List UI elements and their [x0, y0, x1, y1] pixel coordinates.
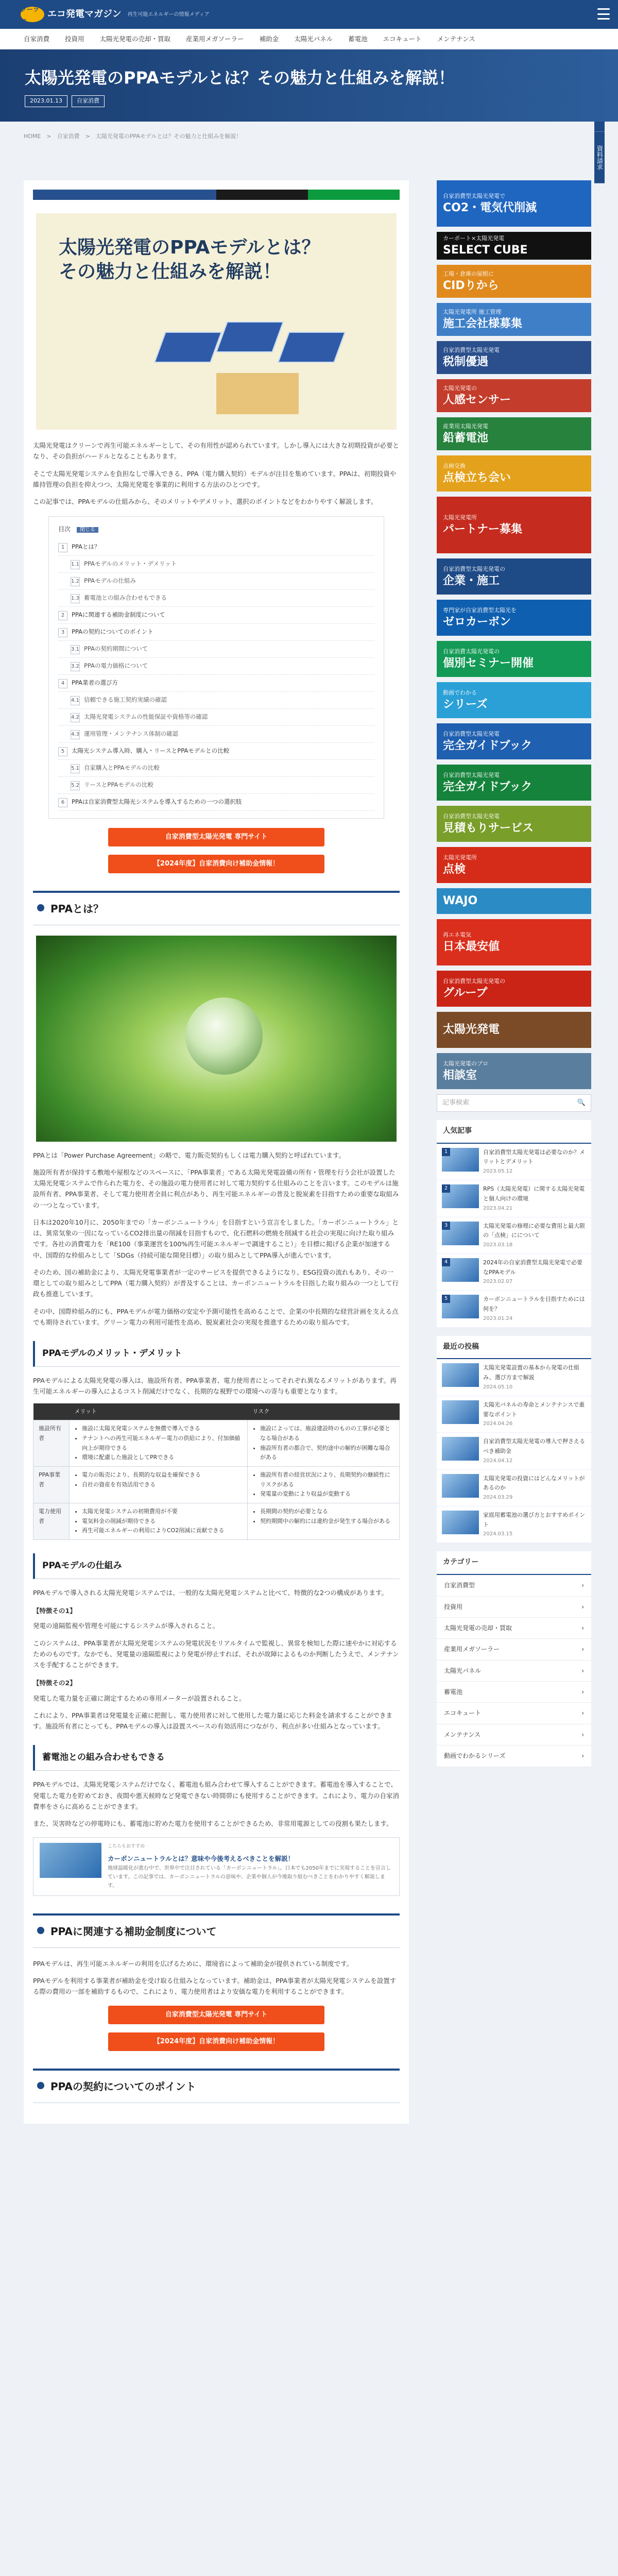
eyecatch-title: 太陽光発電のPPAモデルとは？ その魅力と仕組みを解説！ — [59, 237, 320, 282]
toc-item[interactable] — [58, 760, 374, 777]
body-text: これにより、PPA事業者は発電量を正確に把握し、電力使用者に対して使用した電力量に応じた料金を請求することができます。施設所有者にとっても、PPAモデルの導入は設置スペースの有効活用につながり、利点が多い仕組みとなっています。 — [33, 1711, 392, 1731]
toc-item[interactable] — [58, 624, 374, 641]
section-heading: PPAの契約についてのポイント — [33, 2069, 400, 2103]
banner-subtitle: 太陽光発電のプロ — [443, 1060, 488, 1067]
banner-subtitle: 自家消費型太陽光発電 — [443, 813, 500, 820]
nav-item[interactable]: 自家消費 — [24, 35, 50, 43]
toc-number: 2 — [58, 611, 67, 620]
toc-number: 5 — [58, 747, 67, 756]
toc-item[interactable] — [58, 726, 374, 743]
banner-subtitle: 再エネ電気 — [443, 931, 471, 939]
toc-heading: 目次 閉じる — [58, 524, 374, 534]
sidebar-banner[interactable] — [437, 765, 591, 801]
rank-badge: 4 — [442, 1258, 450, 1266]
table-row — [33, 1466, 400, 1503]
banner-subtitle: 点検交換 — [443, 463, 466, 470]
sidebar-banner[interactable] — [437, 888, 591, 914]
banner-title: ゼロカーボン — [443, 616, 511, 629]
banner-subtitle: 自家消費型太陽光発電の — [443, 978, 505, 985]
toc-item[interactable] — [58, 556, 374, 573]
post-thumbnail — [442, 1295, 479, 1318]
toc-item-label: リースとPPAモデルの比較 — [84, 781, 153, 788]
site-tagline: 再生可能エネルギーの情報メディア — [127, 11, 210, 18]
category-item[interactable] — [437, 1618, 591, 1639]
chevron-right-icon: › — [581, 1667, 584, 1674]
category-label: 蓄電池 — [444, 1688, 463, 1696]
post-date: 2023.01.24 — [483, 1315, 513, 1321]
banner-subtitle: 自家消費型太陽光発電の — [443, 566, 505, 573]
banner-subtitle: 太陽光発電所 施工管理 — [443, 309, 502, 316]
banner-subtitle: 太陽光発電所 — [443, 854, 477, 861]
sidebar-banner[interactable] — [437, 971, 591, 1007]
chevron-right-icon: › — [581, 1603, 584, 1611]
menu-icon[interactable] — [597, 8, 610, 20]
toc-item[interactable] — [58, 658, 374, 675]
post-title[interactable]: 太陽光発電の投資にはどんなメリットがあるのか — [483, 1475, 585, 1492]
sidebar-banner[interactable] — [437, 265, 591, 298]
sidebar-banner[interactable] — [437, 232, 591, 260]
body-text: PPAとは「Power Purchase Agreement」の略で、電力販売契約もしくは電力購入契約と呼ばれています。 — [33, 1151, 346, 1159]
sidebar-banner[interactable] — [437, 919, 591, 965]
sidebar-banner[interactable] — [437, 847, 591, 883]
toc-item-label: 自家購入とPPAモデルの比較 — [84, 764, 160, 771]
toc-item-label: 蓄電池との組み合わせもできる — [84, 594, 167, 601]
chevron-right-icon: › — [581, 1731, 584, 1738]
post-date: 2023.01.13 — [25, 95, 67, 107]
sidebar-ads — [437, 180, 591, 1089]
related-title[interactable]: カーボンニュートラルとは？意味や今後考えるべきことを解説！ — [108, 1854, 295, 1862]
post-date: 2024.04.26 — [483, 1421, 513, 1427]
search-box[interactable] — [437, 1094, 591, 1112]
toc-number: 1.3 — [71, 594, 80, 603]
post-title[interactable]: 太陽光発電の修理に必要な費用と最大限の「点検」にについて — [483, 1222, 585, 1239]
banner-title: グループ — [443, 987, 488, 1000]
sidebar-banner[interactable] — [437, 806, 591, 842]
chevron-right-icon: › — [581, 1709, 584, 1717]
banner-title: 鉛蓄電池 — [443, 432, 489, 445]
banner-subtitle: 自家消費太陽光発電の — [443, 648, 500, 655]
widget-heading: 人気記事 — [437, 1120, 591, 1144]
sidebar-banner[interactable] — [437, 682, 591, 718]
heading-dot-icon — [37, 904, 44, 911]
banner-title: 太陽光発電 — [443, 1023, 500, 1036]
rank-badge: 5 — [442, 1295, 450, 1303]
risk-cell: • 長期間の契約が必要となる • 契約期間中の解約には違約金が発生する場合がある — [247, 1503, 399, 1540]
post-meta — [25, 95, 593, 107]
banner-title: 相談室 — [443, 1069, 477, 1082]
post-date: 2024.03.15 — [483, 1531, 513, 1537]
row-label: 電力使用者 — [33, 1503, 70, 1540]
toc-number: 3.2 — [71, 662, 80, 671]
globe-grass-photo — [36, 936, 397, 1142]
body-text: 日本は2020年10月に、2050年までの「カーボンニュートラル」を目指すという宣言をしました。「カーボンニュートラル」とは、異常気象の一因になっているCO2排出量の削減を目指すもので、化石燃料の燃焼を削減する社会の実現に向けた取り組みです。各社の消費電力を「RE100（事業運営を100%再生可能エネルギーで調達すること）」を目標に掲げる企業が加速する中、国際的な枠組みとして「SDGs（持続可能な開発目標）」の取り組みとしてPPA導入が進んでいます。 — [33, 1218, 399, 1259]
post-date: 2023.05.12 — [483, 1168, 513, 1175]
banner-title: 完全ガイドブック — [443, 781, 533, 794]
heading-dot-icon — [37, 1927, 44, 1934]
popular-post[interactable] — [437, 1180, 591, 1217]
merit-cell: • 太陽光発電システムの初期費用が不要 • 電気料金の削減が期待できる • 再生可能エネルギーの利用によりCO2削減に貢献できる — [70, 1503, 248, 1540]
eyecatch-image — [36, 213, 397, 430]
banner-subtitle: 自家消費型太陽光発電で — [443, 193, 505, 200]
toc-item[interactable] — [58, 692, 374, 709]
sidebar-banner[interactable] — [437, 641, 591, 677]
category-item[interactable] — [437, 1660, 591, 1682]
category-item[interactable] — [437, 1639, 591, 1660]
rank-badge: 2 — [442, 1184, 450, 1193]
recent-post[interactable] — [437, 1433, 591, 1469]
body-text: PPAモデルでは、太陽光発電システムだけでなく、蓄電池も組み合わせて導入することができます。蓄電池を導入することで、発電した電力を貯めておき、夜間や悪天候時など発電できない時間帯にも使用することができます。これにより、電力の自家消費率をさらに高めることができます。 — [33, 1781, 400, 1810]
nav-item[interactable]: 産業用メガソーラー — [186, 35, 244, 43]
section-heading: PPAとは？ — [33, 891, 400, 925]
body-text: また、災害時などの停電時にも、蓄電池に貯めた電力を使用することができるため、非常用電源としての役割も果たします。 — [33, 1820, 393, 1828]
toc-number: 5.1 — [71, 764, 80, 773]
banner-title: 見積もりサービス — [443, 822, 534, 835]
popular-post[interactable] — [437, 1144, 591, 1180]
share-button-4[interactable] — [308, 190, 400, 200]
toc-item[interactable] — [58, 777, 374, 794]
nav-item[interactable]: エコキュート — [383, 35, 422, 43]
toc-number: 6 — [58, 798, 67, 807]
banner-title: パートナー募集 — [443, 523, 523, 536]
risk-cell: • 施設所有者の経営状況により、長期契約の継続性にリスクがある • 発電量の変動により収益が変動する — [247, 1466, 399, 1503]
table-row — [33, 1420, 400, 1467]
related-thumbnail — [40, 1843, 101, 1878]
body-text: PPAモデルを利用する事業者が補助金を受け取る仕組みとなっています。補助金は、PPA事業者が太陽光発電システムを設置する際の費用の一部を補助するもので、これにより、電力使用者はより安価な電力を利用することができます。 — [33, 1977, 397, 1996]
banner-title: 企業・施工 — [443, 574, 500, 588]
table-of-contents — [48, 516, 384, 818]
logo-mark: ソーラー — [21, 7, 44, 22]
toc-number: 1.2 — [71, 577, 80, 586]
body-text: PPAモデルで導入される太陽光発電システムでは、一般的な太陽光発電システムと比べて、特徴的な2つの構成があります。 — [33, 1588, 388, 1597]
cta-button-subsidy[interactable]: 【2024年度】自家消費向け補助金情報！ — [108, 855, 324, 873]
nav-item[interactable]: 太陽光発電の売却・買取 — [99, 35, 171, 43]
post-title[interactable]: 自家消費型太陽光発電は必要なのか？メリットとデメリット — [483, 1148, 585, 1165]
popular-post[interactable] — [437, 1291, 591, 1327]
merit-cell: • 施設に太陽光発電システムを無償で導入できる • テナントへの再生可能エネルギー電力の供給により、付加価値向上が期待できる • 環境に配慮した施設としてPRできる — [70, 1420, 248, 1467]
nav-item[interactable]: 投資用 — [65, 35, 84, 43]
category-widget — [437, 1551, 591, 1767]
toc-item[interactable] — [58, 539, 374, 556]
subsection-heading: 蓄電池との組み合わせもできる — [33, 1745, 400, 1771]
rank-badge: 3 — [442, 1222, 450, 1230]
toc-item[interactable] — [58, 675, 374, 692]
post-thumbnail — [442, 1258, 479, 1282]
banner-title: 人感センサー — [443, 394, 511, 407]
category-label: 投資用 — [444, 1603, 463, 1611]
page-hero — [0, 49, 618, 122]
body-text: このシステムは、PPA事業者が太陽光発電システムの発電状況をリアルタイムで監視し、異常を検知した際に速やかに対応するためのものです。なかでも、発電量の遠隔監視により発電が停止すれば、それが故障によるものか判断したうえで、メンテナンスを手配することができます。 — [33, 1639, 399, 1669]
post-date: 2024.04.12 — [483, 1458, 513, 1464]
body-text: そのため、国の補助金により、太陽光発電事業者が一定のサービスを提供できるようになり、ESG投資の流れもあり、その一環としての取り組みとしてPPA（電力購入契約）が普及することは、カーボンニュートラルを目指した取り組みの一つとして行政も推進しています。 — [33, 1268, 399, 1298]
table-row — [33, 1503, 400, 1540]
post-thumbnail — [442, 1363, 479, 1387]
post-thumbnail — [442, 1222, 479, 1245]
recent-post[interactable] — [437, 1470, 591, 1506]
toc-number: 4 — [58, 679, 67, 688]
global-nav — [0, 29, 618, 49]
post-thumbnail — [442, 1400, 479, 1424]
post-thumbnail — [442, 1511, 479, 1534]
section-heading: PPAに関連する補助金制度について — [33, 1913, 400, 1948]
toc-number: 4.2 — [71, 713, 80, 722]
sidebar-banner[interactable] — [437, 379, 591, 412]
sidebar-banner[interactable] — [437, 1053, 591, 1089]
toc-list — [58, 539, 374, 811]
category-label: 産業用メガソーラー — [444, 1646, 500, 1653]
side-tab-docs[interactable]: 資料請求 — [594, 132, 605, 183]
toc-item-label: 太陽光発電システムの性能保証や資格等の確認 — [84, 713, 208, 720]
category-label: 太陽光パネル — [444, 1667, 482, 1674]
feature-label: 【特徴その1】 — [33, 1607, 76, 1615]
toc-item[interactable] — [58, 590, 374, 607]
merit-risk-table — [33, 1403, 400, 1540]
banner-title: CO2・電気代削減 — [443, 201, 537, 215]
category-label: メンテナンス — [444, 1731, 481, 1738]
post-date: 2023.03.18 — [483, 1242, 513, 1248]
body-text: その中、国際枠組み的にも、PPAモデルが電力価格の安定や予測可能性を高めることで、企業の中長期的な経営計画を支える点でも期待されています。グリーン電力の利用可能性を高め、脱炭素社会の実現を推進するための取り組みです。 — [33, 1307, 399, 1326]
intro-text: この記事では、PPAモデルの仕組みから、そのメリットやデメリット、選択のポイントなどをわかりやすく解説します。 — [33, 498, 377, 505]
toc-number: 4.1 — [71, 696, 80, 705]
share-bar[interactable] — [33, 190, 400, 200]
solar-roof-illustration — [139, 311, 355, 414]
nav-item[interactable]: 太陽光パネル — [294, 35, 333, 43]
toc-item-label: 信頼できる施工契約実績の確認 — [84, 696, 167, 703]
site-logo[interactable] — [21, 7, 210, 23]
post-thumbnail — [442, 1148, 479, 1172]
category-item[interactable] — [437, 1575, 591, 1596]
toc-item-label: 運用管理・メンテナンス体制の確認 — [84, 730, 179, 737]
search-icon[interactable]: 🔍 — [577, 1098, 586, 1107]
nav-item[interactable]: 補助金 — [259, 35, 279, 43]
category-item[interactable] — [437, 1724, 591, 1745]
banner-title: 点検 — [443, 863, 466, 876]
toc-item[interactable] — [58, 709, 374, 726]
post-title[interactable]: RPS（太陽光発電）に関する太陽光発電と個人向けの環境 — [483, 1185, 585, 1202]
toc-item-label: PPA業者の選び方 — [72, 679, 118, 686]
category-item[interactable] — [437, 1745, 591, 1767]
sidebar-banner[interactable] — [437, 417, 591, 450]
post-title[interactable]: 太陽光パネルの寿命とメンテナンスで重要なポイント — [483, 1401, 585, 1418]
body-text: PPAモデルは、再生可能エネルギーの利用を広げるために、環境省によって補助金が提供されている制度です。 — [33, 1959, 353, 1968]
toc-item-label: PPAの電力価格について — [84, 662, 148, 669]
toc-number: 3.1 — [71, 645, 80, 654]
toc-item[interactable] — [58, 794, 374, 811]
site-header — [0, 0, 618, 29]
banner-title: CIDりから — [443, 279, 499, 293]
merit-cell: • 電力の販売により、長期的な収益を確保できる • 自社の資産を有効活用できる — [70, 1466, 248, 1503]
body-text: 施設所有者が保持する敷地や屋根などのスペースに、「PPA事業者」である太陽光発電設備の所有・管理を行う会社が設置した太陽光発電システムで作られた電力を、その施設の電力使用者に対して電力契約する仕組みのことを言います。このモデルは施設所有者、PPA事業者、そして電力使用者全員に利点があり、再生可能エネルギーの普及と脱炭素を目指すための重要な取組みの一つとなっています。 — [33, 1168, 399, 1209]
post-title[interactable]: 太陽光発電設置の基本から発電の仕組み、選び方まで解説 — [483, 1364, 579, 1381]
related-excerpt: 地球温暖化が進む中で、世界中で注目されている「カーボンニュートラル」。日本でも2050年までに実現することを宣言しています。この記事では、カーボンニュートラルの意味や、企業や個人が今後取り組むべきことをわかりやすく解説します。 — [108, 1865, 391, 1889]
toc-item-label: PPAの契約についてのポイント — [72, 628, 153, 635]
toc-item[interactable] — [58, 641, 374, 658]
banner-subtitle: 自家消費型太陽光発電 — [443, 772, 500, 779]
post-date: 2023.04.21 — [483, 1205, 513, 1211]
post-title[interactable]: カーボンニュートラルを目指すためには何を？ — [483, 1296, 585, 1312]
share-button-2[interactable] — [125, 190, 216, 200]
table-header: リスク — [247, 1403, 399, 1420]
cta-button-site[interactable]: 自家消費型太陽光発電 専門サイト — [108, 828, 324, 846]
sidebar-banner[interactable] — [437, 180, 591, 227]
banner-title: WAJO — [443, 894, 478, 907]
toc-item-label: PPAモデルのメリット・デメリット — [84, 560, 177, 567]
search-input[interactable]: 記事検索 — [442, 1098, 470, 1107]
chevron-right-icon: › — [581, 1582, 584, 1589]
nav-item[interactable]: 蓄電池 — [348, 35, 368, 43]
sidebar-banner[interactable] — [437, 303, 591, 336]
category-item[interactable] — [437, 1597, 591, 1618]
toc-item[interactable] — [58, 573, 374, 590]
popular-post[interactable] — [437, 1254, 591, 1291]
banner-subtitle: 自家消費型太陽光発電 — [443, 731, 500, 738]
cta-button-site[interactable]: 自家消費型太陽光発電 専門サイト — [108, 2006, 324, 2024]
banner-subtitle: 専門家が自家消費型太陽光を — [443, 607, 517, 614]
toc-item[interactable] — [58, 607, 374, 624]
sidebar-banner[interactable] — [437, 497, 591, 553]
feature-label: 【特徴その2】 — [33, 1679, 76, 1687]
cta-button-subsidy[interactable]: 【2024年度】自家消費向け補助金情報！ — [108, 2032, 324, 2051]
table-header: メリット — [70, 1403, 248, 1420]
sidebar — [437, 180, 591, 1775]
sidebar-banner[interactable] — [437, 455, 591, 492]
toc-item-label: PPAに関連する補助金制度について — [72, 611, 165, 618]
category-item[interactable] — [437, 1682, 591, 1703]
article — [24, 180, 409, 2124]
banner-title: SELECT CUBE — [443, 244, 528, 257]
body-text: PPAモデルによる太陽光発電の導入は、施設所有者、PPA事業者、電力使用者にとってそれぞれ異なるメリットがあります。再生可能エネルギーの導入によるコスト削減だけでなく、長期的な視野での環境への寄与も重要となります。 — [33, 1377, 397, 1396]
post-date: 2023.02.07 — [483, 1279, 513, 1285]
post-title[interactable]: 自家消費型太陽光発電の導入で押さえるべき補助金 — [483, 1438, 585, 1454]
post-title[interactable]: 2024年の自家消費型太陽光発電で必要なPPAモデル — [483, 1259, 582, 1276]
sidebar-banner[interactable] — [437, 1012, 591, 1048]
toc-item-label: PPAとは？ — [72, 543, 100, 550]
widget-heading: カテゴリー — [437, 1551, 591, 1575]
widget-heading: 最近の投稿 — [437, 1336, 591, 1360]
popular-widget — [437, 1120, 591, 1328]
banner-subtitle: 工場・倉庫の屋根に — [443, 270, 494, 278]
row-label: 施設所有者 — [33, 1420, 70, 1467]
banner-subtitle: 自家消費型太陽光発電 — [443, 347, 500, 354]
rank-badge: 1 — [442, 1148, 450, 1156]
recent-widget — [437, 1336, 591, 1544]
toc-toggle[interactable]: 閉じる — [77, 527, 98, 533]
intro-text: 太陽光発電はクリーンで再生可能エネルギーとして、その有用性が認められています。しかし導入には大きな初期投資が必要となり、その負担がハードルとなることもあります。 — [33, 442, 400, 461]
post-thumbnail — [442, 1474, 479, 1498]
recent-post[interactable] — [437, 1359, 591, 1396]
chevron-right-icon: › — [581, 1624, 584, 1632]
post-date: 2024.05.10 — [483, 1384, 513, 1390]
risk-cell: • 施設によっては、施設建設時のものの工事が必要となる場合がある • 施設所有者の都合で、契約途中の解約が困難な場合がある — [247, 1420, 399, 1467]
toc-item-label: 太陽光システム導入時、購入・リースとPPAモデルとの比較 — [72, 747, 230, 754]
category-label: 自家消費型 — [444, 1582, 475, 1589]
toc-number: 3 — [58, 628, 67, 637]
banner-title: 税制優遇 — [443, 355, 489, 369]
post-title[interactable]: 家庭用蓄電池の選び方とおすすめポイント — [483, 1511, 586, 1528]
banner-title: シリーズ — [443, 698, 488, 711]
related-label: こちらもおすすめ — [108, 1844, 145, 1850]
sidebar-banner[interactable] — [437, 723, 591, 759]
banner-title: 日本最安値 — [443, 940, 500, 954]
toc-number: 1.1 — [71, 560, 80, 569]
share-button-3[interactable] — [216, 190, 308, 200]
toc-item-label: PPAは自家消費型太陽光システムを導入するための一つの選択肢 — [72, 798, 242, 805]
nav-item[interactable]: メンテナンス — [437, 35, 475, 43]
chevron-right-icon: › — [581, 1646, 584, 1653]
logo-name: エコ発電マガジン — [47, 8, 122, 20]
breadcrumb[interactable]: HOME > 自家消費 > 太陽光発電のPPAモデルとは？その魅力と仕組みを解説！ — [24, 133, 242, 140]
share-button-1[interactable] — [33, 190, 125, 200]
subsection-heading: PPAモデルの仕組み — [33, 1553, 400, 1579]
sidebar-banner[interactable] — [437, 600, 591, 636]
row-label: PPA事業者 — [33, 1466, 70, 1503]
recent-post[interactable] — [437, 1506, 591, 1543]
post-thumbnail — [442, 1184, 479, 1208]
banner-title: 施工会社様募集 — [443, 317, 523, 331]
recent-post[interactable] — [437, 1396, 591, 1433]
category-label: エコキュート — [444, 1709, 482, 1717]
sidebar-banner[interactable] — [437, 558, 591, 595]
toc-number: 1 — [58, 543, 67, 552]
chevron-right-icon: › — [581, 1688, 584, 1696]
related-article-card[interactable] — [33, 1837, 400, 1896]
post-date: 2024.03.29 — [483, 1494, 513, 1500]
globe-icon — [185, 997, 263, 1075]
category-label: 太陽光発電の売却・買取 — [444, 1624, 512, 1632]
heading-dot-icon — [37, 2082, 44, 2089]
post-thumbnail — [442, 1437, 479, 1461]
banner-subtitle: 太陽光発電所 — [443, 514, 477, 521]
body-text: 発電した電力量を正確に測定するための専用メーターが設置されること。 — [33, 1694, 246, 1702]
toc-item-label: PPAの契約期間について — [84, 645, 148, 652]
banner-title: 完全ガイドブック — [443, 739, 533, 753]
intro-text: そこで太陽光発電システムを負担なしで導入できる、PPA（電力購入契約）モデルが注目を集めています。PPAは、初期投資や維持管理の負担を抑えつつ、太陽光発電を事業的に利用する方法のひとつです。 — [33, 469, 397, 488]
subsection-heading: PPAモデルのメリット・デメリット — [33, 1341, 400, 1367]
category-label: 動画でわかるシリーズ — [444, 1752, 506, 1760]
banner-subtitle: 太陽光発電の — [443, 385, 477, 392]
page-title: 太陽光発電のPPAモデルとは？その魅力と仕組みを解説！ — [25, 68, 455, 88]
sidebar-banner[interactable] — [437, 341, 591, 374]
toc-number: 4.3 — [71, 730, 80, 739]
popular-post[interactable] — [437, 1217, 591, 1254]
chevron-right-icon: › — [581, 1752, 584, 1760]
banner-subtitle: 動画でわかる — [443, 689, 477, 697]
toc-item[interactable] — [58, 743, 374, 760]
post-category[interactable]: 自家消費 — [72, 95, 105, 107]
toc-number: 5.2 — [71, 781, 80, 790]
category-item[interactable] — [437, 1703, 591, 1724]
banner-title: 個別セミナー開催 — [443, 657, 534, 670]
toc-item-label: PPAモデルの仕組み — [84, 577, 136, 584]
banner-subtitle: カーポート×太陽光発電 — [443, 235, 505, 242]
banner-title: 点検立ち会い — [443, 471, 511, 485]
banner-subtitle: 産業用太陽光発電 — [443, 423, 488, 430]
body-text: 発電の遠隔監視や管理を可能にするシステムが導入されること。 — [33, 1622, 219, 1630]
table-header — [33, 1403, 70, 1420]
